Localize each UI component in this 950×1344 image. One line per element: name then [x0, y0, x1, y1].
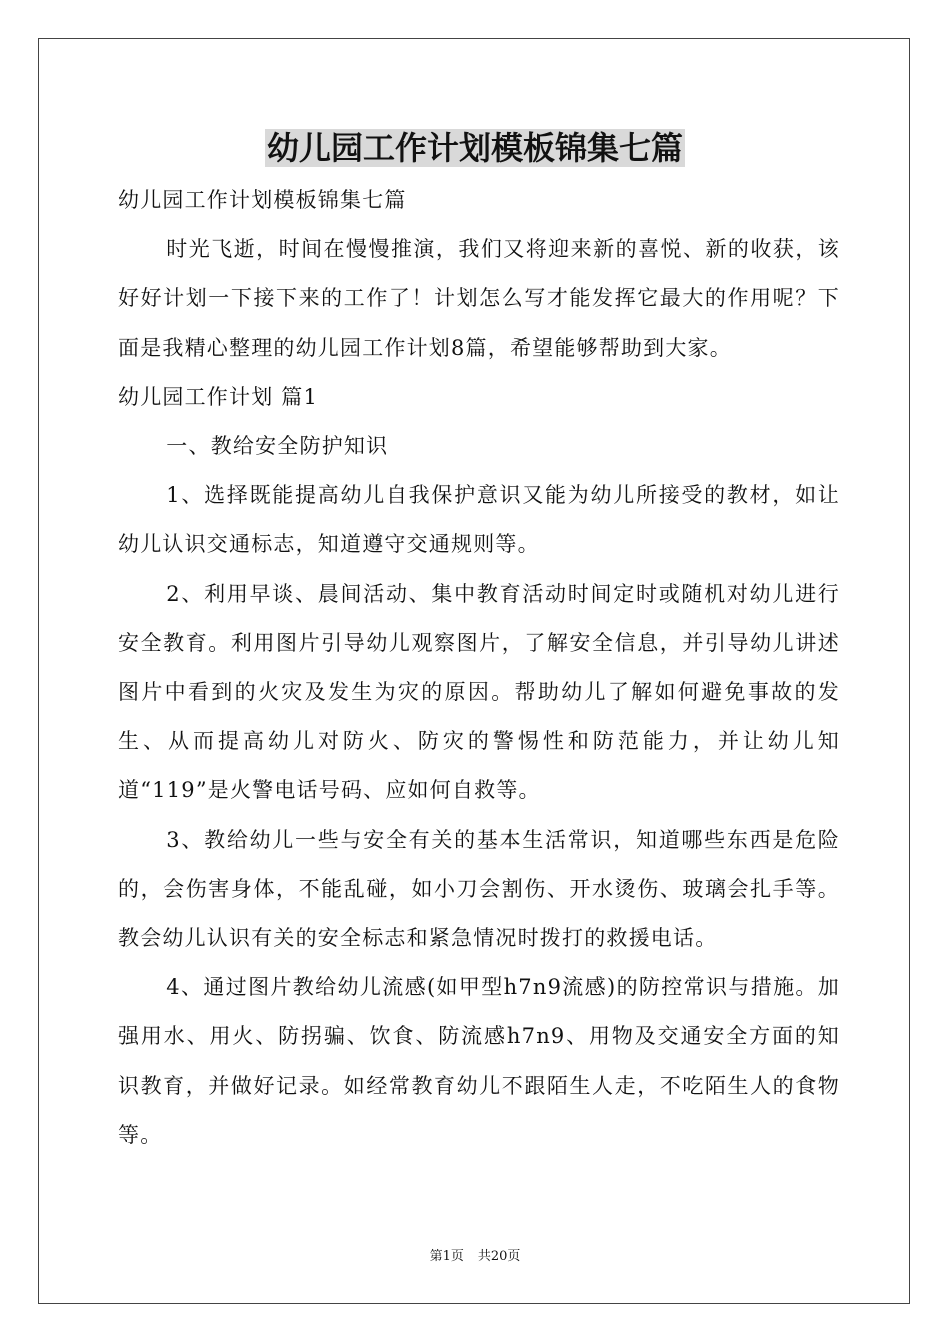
document-title-text: 幼儿园工作计划模板锦集七篇 — [266, 129, 683, 167]
list-item-2: 2、利用早谈、晨间活动、集中教育活动时间定时或随机对幼儿进行安全教育。利用图片引导幼儿观察图片，了解安全信息，并引导幼儿讲述图片中看到的火灾及发生为灾的原因。帮助幼儿了解如何避免事故的发生、从而提高幼儿对防火、防灾的警惕性和防范能力，并让幼儿知道“119”是火警电话号码、应如何自救等。 — [118, 581, 840, 803]
total-page-count: 共20页 — [477, 1249, 521, 1264]
current-page-number: 第1页 — [429, 1249, 464, 1264]
page-footer — [0, 1248, 950, 1266]
subsection-heading: 一、教给安全防护知识 — [166, 434, 389, 459]
list-item-1: 1、选择既能提高幼儿自我保护意识又能为幼儿所接受的教材，如让幼儿认识交通标志，知道遵守交通规则等。 — [118, 483, 840, 557]
document-title — [0, 126, 950, 170]
intro-paragraph: 时光飞逝，时间在慢慢推演，我们又将迎来新的喜悦、新的收获，该好好计划一下接下来的工作了！计划怎么写才能发挥它最大的作用呢？下面是我精心整理的幼儿园工作计划8篇，希望能够帮助到大家。 — [118, 237, 840, 360]
section-heading: 幼儿园工作计划 篇1 — [118, 384, 319, 409]
document-body — [118, 176, 840, 1160]
list-item-4: 4、通过图片教给幼儿流感(如甲型h7n9流感)的防控常识与措施。加强用水、用火、防拐骗、饮食、防流感h7n9、用物及交通安全方面的知识教育，并做好记录。如经常教育幼儿不跟陌生人走，不吃陌生人的食物等。 — [118, 975, 840, 1147]
list-item-3: 3、教给幼儿一些与安全有关的基本生活常识，知道哪些东西是危险的，会伤害身体，不能乱碰，如小刀会割伤、开水烫伤、玻璃会扎手等。教会幼儿认识有关的安全标志和紧急情况时拨打的救援电话。 — [118, 827, 840, 951]
subtitle-paragraph: 幼儿园工作计划模板锦集七篇 — [118, 188, 407, 212]
